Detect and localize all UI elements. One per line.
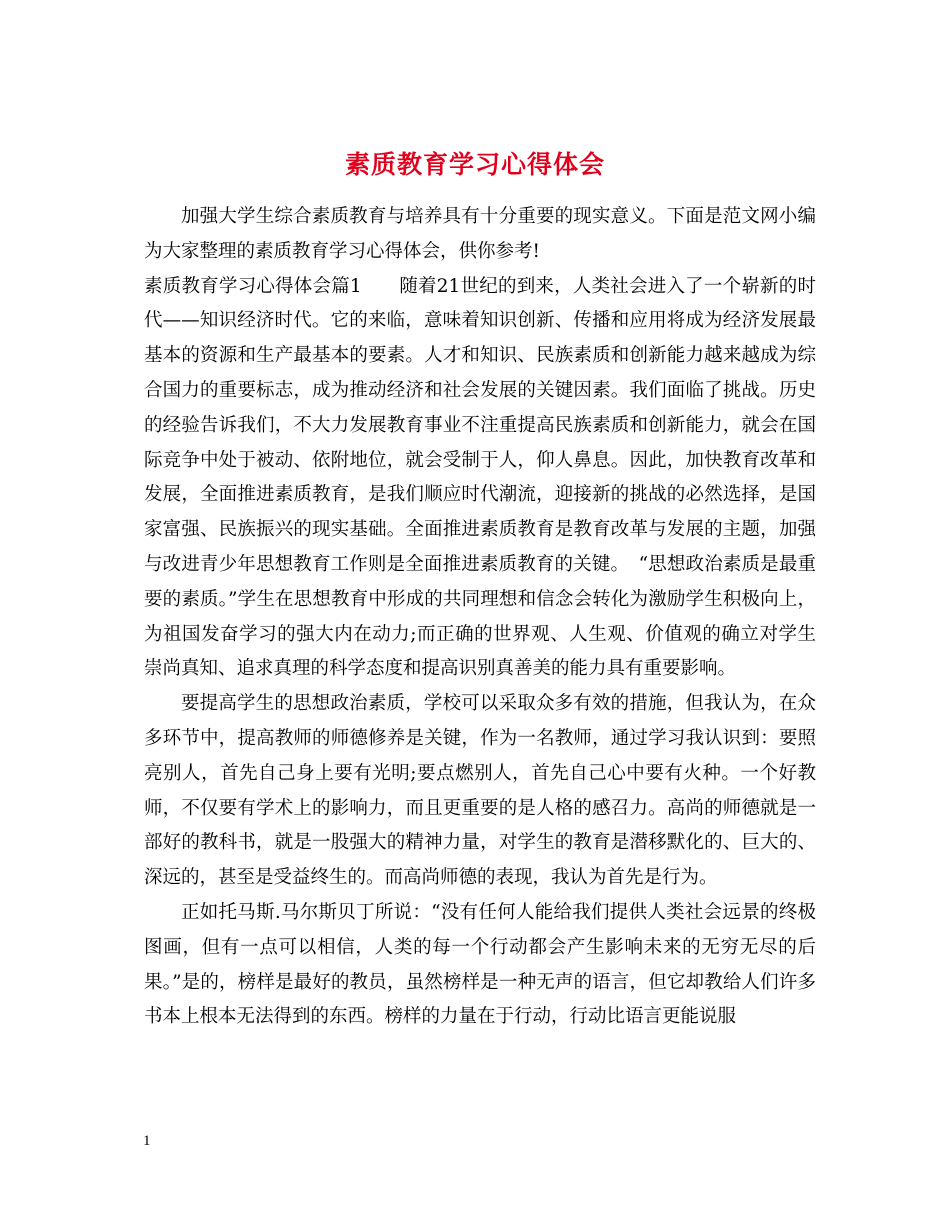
paragraph-teacher-ethics: 要提高学生的思想政治素质，学校可以采取众多有效的措施，但我认为，在众多环节中，提高教师的师德修养是关键，作为一名教师，通过学习我认识到：要照亮别人，首先自己身上要有光明;要点燃别人，首先自己心中要有火种。一个好教师，不仅要有学术上的影响力，而且更重要的是人格的感召力。高尚的师德就是一部好的教科书，就是一股强大的精神力量，对学生的教育是潜移默化的、巨大的、深远的，甚至是受益终生的。而高尚师德的表现，我认为首先是行为。 — [144, 693, 816, 889]
paragraph-intro: 加强大学生综合素质教育与培养具有十分重要的现实意义。下面是范文网小编为大家整理的素质教育学习心得体会，供你参考! — [144, 206, 816, 262]
page-number: 1 — [143, 1133, 151, 1149]
document-body — [144, 200, 816, 1035]
paragraph-section-1: 素质教育学习心得体会篇1 随着21世纪的到来，人类社会进入了一个崭新的时代——知识经济时代。它的来临，意味着知识创新、传播和应用将成为经济发展最基本的资源和生产最基本的要素。人才和知识、民族素质和创新能力越来越成为综合国力的重要标志，成为推动经济和社会发展的关键因素。我们面临了挑战。历史的经验告诉我们，不大力发展教育事业不注重提高民族素质和创新能力，就会在国际竞争中处于被动、依附地位，就会受制于人，仰人鼻息。因此，加快教育改革和发展，全面推进素质教育，是我们顺应时代潮流，迎接新的挑战的必然选择，是国家富强、民族振兴的现实基础。全面推进素质教育是教育改革与发展的主题，加强与改进青少年思想教育工作则是全面推进素质教育的关键。 “思想政治素质是最重要的素质。”学生在思想教育中形成的共同理想和信念会转化为激励学生积极向上，为祖国发奋学习的强大内在动力;而正确的世界观、人生观、价值观的确立对学生崇尚真知、追求真理的科学态度和提高识别真善美的能力具有重要影响。 — [144, 275, 816, 680]
paragraph-role-model: 正如托马斯.马尔斯贝丁所说：“没有任何人能给我们提供人类社会远景的终极图画，但有一点可以相信，人类的每一个行动都会产生影响未来的无穷无尽的后果。”是的，榜样是最好的教员，虽然榜样是一种无声的语言，但它却教给人们许多书本上根本无法得到的东西。榜样的力量在于行动，行动比语言更能说服 — [144, 901, 816, 1028]
document-title: 素质教育学习心得体会 — [344, 149, 605, 179]
